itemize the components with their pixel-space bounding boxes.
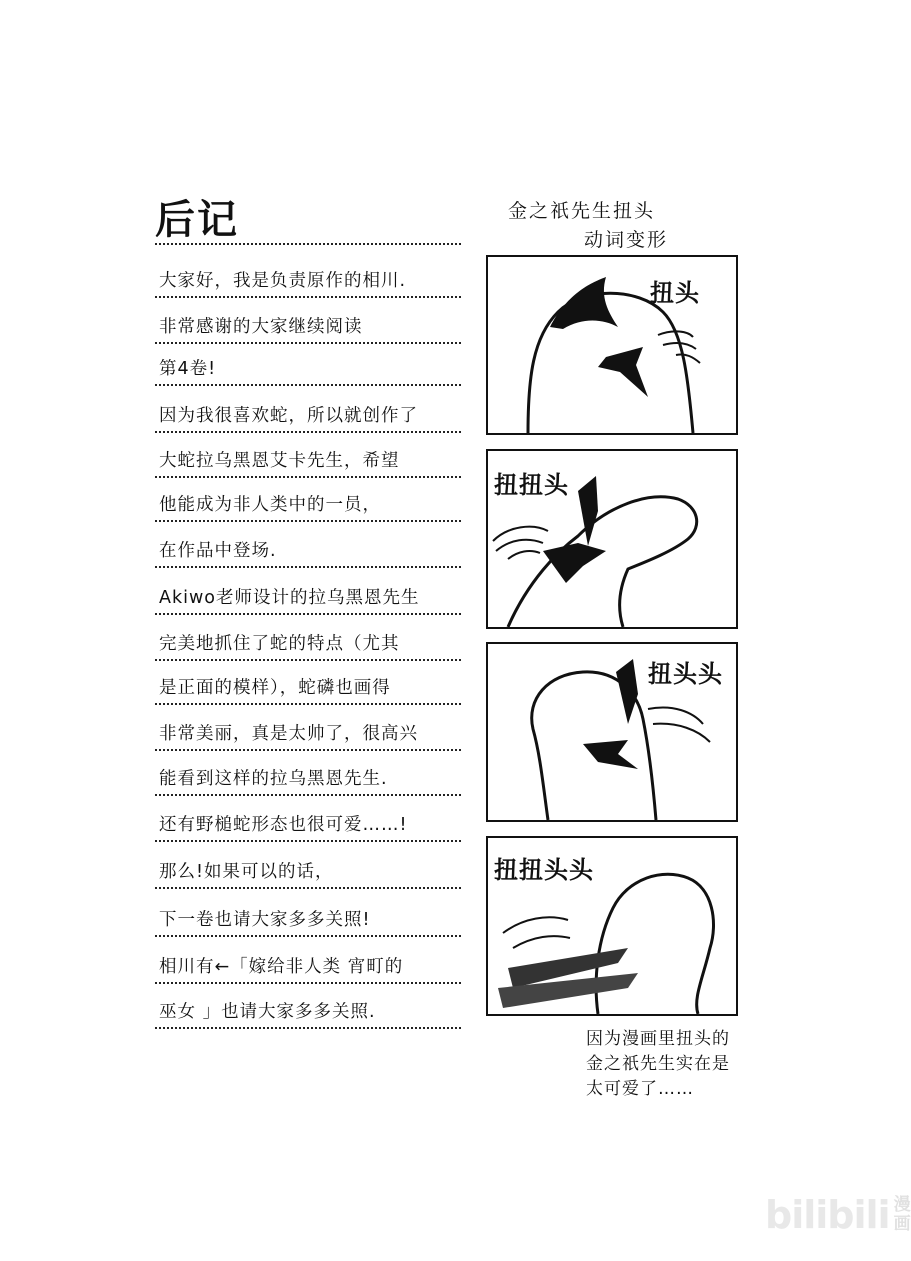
bilibili-watermark xyxy=(765,1195,911,1235)
text-line xyxy=(155,346,461,386)
text-line xyxy=(155,802,461,842)
text-line xyxy=(155,621,461,661)
text-line-content: 能看到这样的拉乌黑恩先生. xyxy=(159,769,388,789)
text-line xyxy=(155,756,461,796)
text-line-content: 第4卷! xyxy=(159,359,217,379)
text-line xyxy=(155,897,461,937)
text-line-content: 是正面的模样），蛇磷也画得 xyxy=(159,678,391,698)
afterword-title: 后记 xyxy=(155,197,239,243)
text-line-content: 他能成为非人类中的一员， xyxy=(159,495,381,515)
text-line-content: 还有野槌蛇形态也很可爱……! xyxy=(159,815,408,835)
watermark-text xyxy=(894,1196,911,1234)
text-line-content: 因为我很喜欢蛇，所以就创作了 xyxy=(159,406,418,426)
text-line-content: 那么!如果可以的话， xyxy=(159,862,334,882)
text-line xyxy=(155,304,461,344)
sfx-text: 扭扭头头 xyxy=(494,856,594,884)
text-line xyxy=(155,944,461,984)
comic-panel-3 xyxy=(486,642,738,822)
comic-caption-line2: 动词变形 xyxy=(584,229,669,251)
text-line-content: 大蛇拉乌黑恩艾卡先生，希望 xyxy=(159,451,400,471)
watermark-text-line: 画 xyxy=(893,1214,911,1234)
text-line-content: 巫女 」也请大家多多关照. xyxy=(159,1002,376,1022)
sfx-text: 扭头头 xyxy=(648,660,723,688)
text-line xyxy=(155,711,461,751)
text-line xyxy=(155,528,461,568)
title-underline xyxy=(155,205,461,245)
text-line xyxy=(155,989,461,1029)
text-line xyxy=(155,575,461,615)
comic-note-line: 因为漫画里扭头的 xyxy=(586,1029,730,1049)
text-line-content: 非常感谢的大家继续阅读 xyxy=(159,317,363,337)
text-line-content: 非常美丽，真是太帅了，很高兴 xyxy=(159,724,418,744)
text-line-content: 在作品中登场. xyxy=(159,541,277,561)
bilibili-logo: bilibili xyxy=(765,1193,890,1237)
comic-panel-1 xyxy=(486,255,738,435)
comic-panel-4 xyxy=(486,836,738,1016)
text-line xyxy=(155,849,461,889)
text-line xyxy=(155,665,461,705)
text-line-content: 大家好，我是负责原作的相川. xyxy=(159,271,407,291)
watermark-text-line: 漫 xyxy=(893,1195,911,1215)
comic-panel-2 xyxy=(486,449,738,629)
text-line-content: Akiwo老师设计的拉乌黑恩先生 xyxy=(159,588,420,608)
text-line-content: 下一卷也请大家多多关照! xyxy=(159,910,371,930)
text-line xyxy=(155,393,461,433)
text-line-content: 相川有←「嫁给非人类 宵町的 xyxy=(159,957,404,977)
text-line-content: 完美地抓住了蛇的特点（尤其 xyxy=(159,634,400,654)
text-line xyxy=(155,258,461,298)
sfx-text: 扭头 xyxy=(650,279,700,307)
sfx-text: 扭扭头 xyxy=(494,471,569,499)
comic-note-line: 太可爱了…… xyxy=(586,1079,694,1099)
comic-caption-line1: 金之祇先生扭头 xyxy=(508,200,656,222)
comic-note-line: 金之祇先生实在是 xyxy=(586,1054,730,1074)
text-line xyxy=(155,482,461,522)
text-line xyxy=(155,438,461,478)
